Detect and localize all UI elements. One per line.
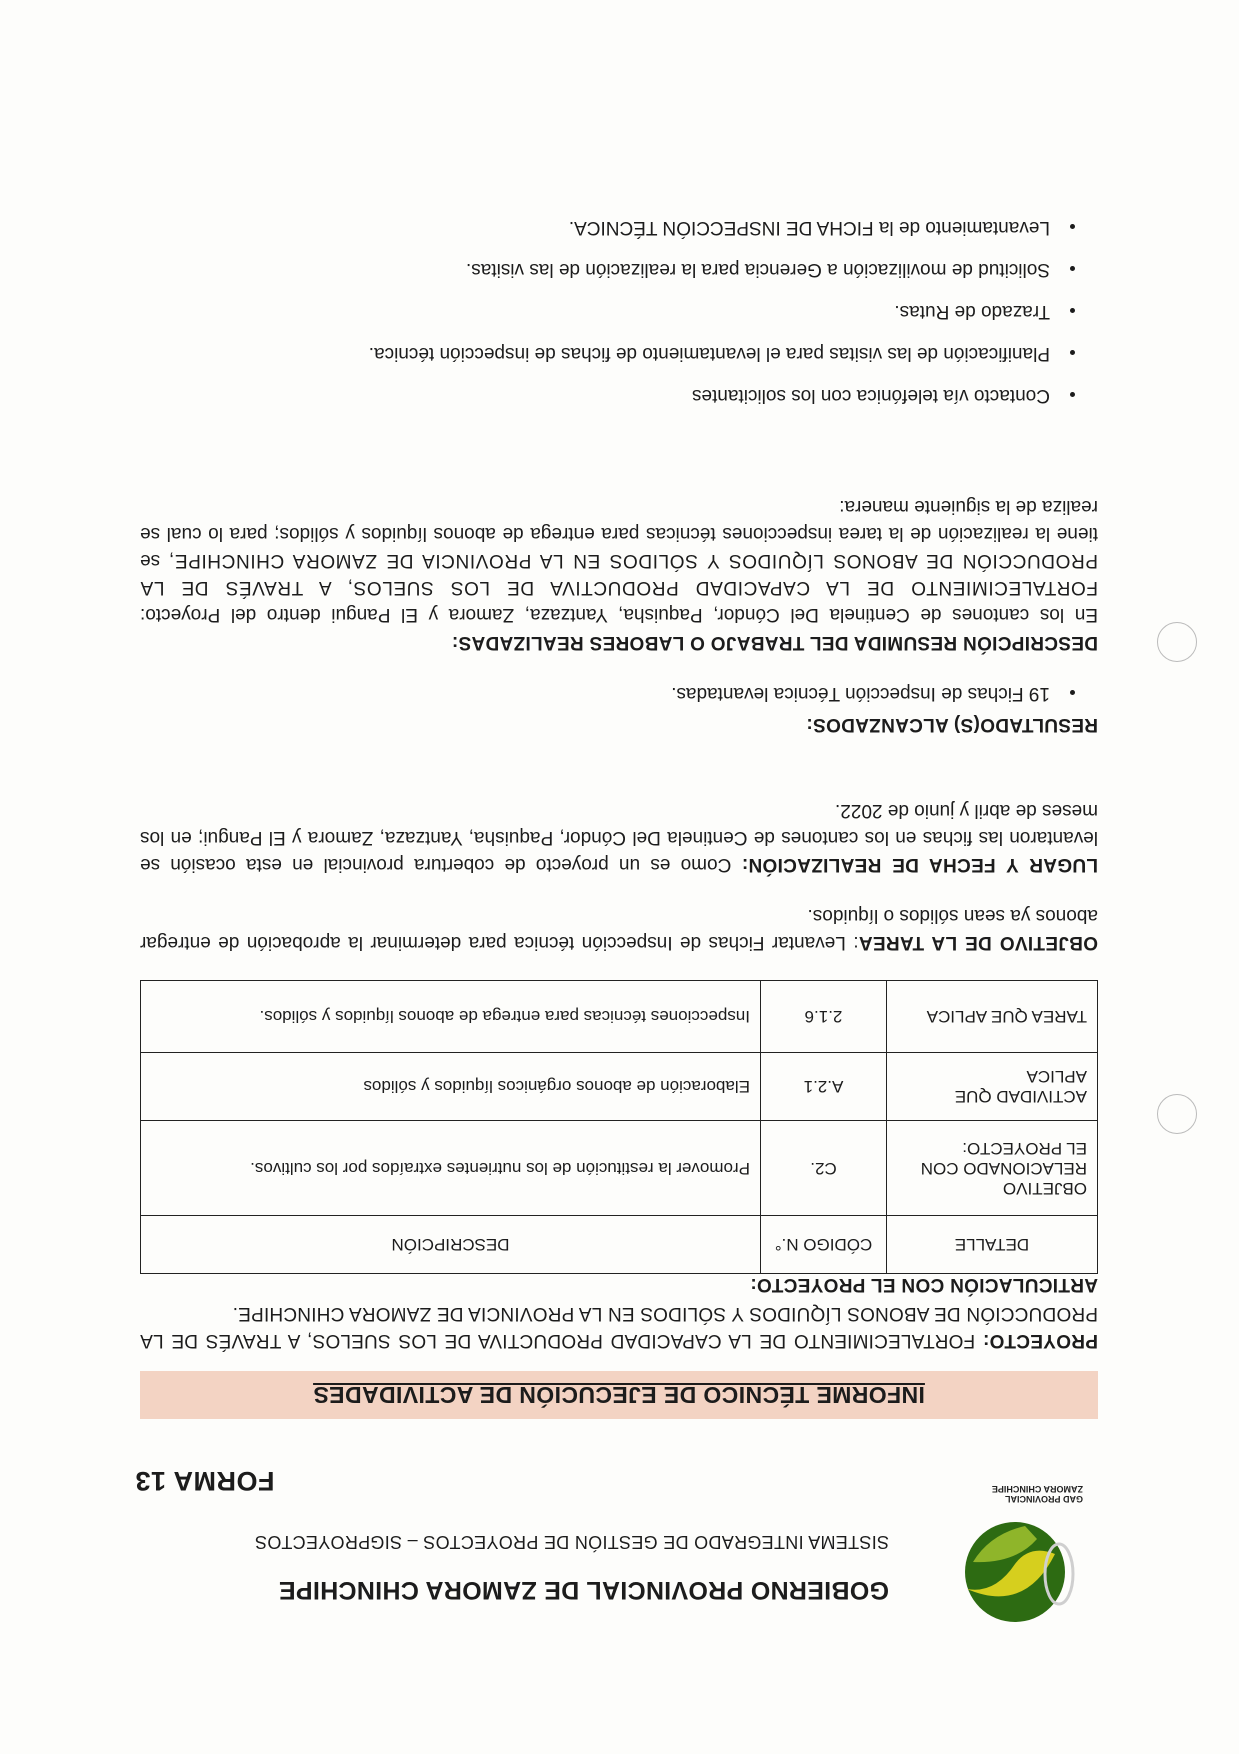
row-code: C2. xyxy=(761,1121,887,1216)
row-description: Inspecciones técnicas para entrega de abonos líquidos y sólidos. xyxy=(141,981,761,1053)
description-body xyxy=(140,493,1098,628)
row-detail: TAREA QUE APLICA xyxy=(887,981,1098,1053)
description-project: FORTALECIMIENTO DE LA CAPACIDAD PRODUCTIVA DE LOS SUELOS, A TRAVÉS DE LA PRODUCCIÓN DE ABONOS LÍQUIDOS Y SÓLIDOS EN LA PROVINCIA DE ZAMORA CHINCHIPE, xyxy=(140,550,1098,598)
description-rest: se tiene la realización de la tarea inspecciones técnicas para entrega de abonos líquidos y sólidos; para lo cual se realiza de la siguiente manera: xyxy=(140,496,1098,571)
row-detail: OBJETIVO RELACIONADO CON EL PROYECTO: xyxy=(887,1121,1098,1216)
report-title: INFORME TÉCNICO DE EJECUCIÓN DE ACTIVIDADES xyxy=(313,1382,925,1408)
row-code: 2.1.6 xyxy=(761,981,887,1053)
organization-name: GOBIERNO PROVINCIAL DE ZAMORA CHINCHIPE xyxy=(278,1576,889,1604)
gad-logo xyxy=(915,1484,1085,1634)
place-date-text: Como es un proyecto de cobertura provincial en esta ocasión se levantaron las fichas en los cantones de Centinela Del Cóndor, Paquisha, Yantzaza, Zamora y El Pangui; en los meses de abril y junio de 2022. xyxy=(139,800,1098,875)
punch-hole xyxy=(1157,1094,1197,1134)
steps-list xyxy=(158,206,1098,416)
header-description: DESCRIPCIÓN xyxy=(141,1216,761,1274)
row-description: Elaboración de abonos orgánicos líquidos y sólidos xyxy=(141,1053,761,1121)
document-header xyxy=(135,1454,1085,1644)
objective-label: OBJETIVO DE LA TAREA xyxy=(858,932,1098,953)
results-label: RESULTADO(S) ALCANZADOS: xyxy=(806,714,1098,735)
svg-text:ZAMORA CHINCHIPE: ZAMORA CHINCHIPE xyxy=(991,1484,1083,1494)
project-label: PROYECTO: xyxy=(982,1330,1098,1351)
place-date-label: LUGAR Y FECHA DE REALIZACIÓN: xyxy=(741,854,1098,875)
list-item: • 19 Fichas de Inspección Técnica levantadas. xyxy=(158,672,1058,714)
header-detail: DETALLE xyxy=(887,1216,1098,1274)
form-number: FORMA 13 xyxy=(135,1466,275,1496)
articulation-label: ARTICULACIÓN CON EL PROYECTO: xyxy=(750,1274,1098,1295)
svg-text:GAD PROVINCIAL: GAD PROVINCIAL xyxy=(1004,1494,1083,1504)
system-name: SISTEMA INTEGRADO DE GESTIÓN DE PROYECTOS – SIGPROYECTOS xyxy=(254,1532,889,1552)
description-label: DESCRIPCIÓN RESUMIDA DEL TRABAJO O LABORES REALIZADAS: xyxy=(451,632,1098,653)
project-section xyxy=(140,1300,1098,1354)
table-row xyxy=(141,1053,1098,1121)
list-item: • Planificación de las visitas para el levantamiento de fichas de inspección técnica. xyxy=(158,332,1058,374)
report-title-banner xyxy=(140,1371,1098,1419)
table-header-row xyxy=(141,1216,1098,1274)
project-text: FORTALECIMIENTO DE LA CAPACIDAD PRODUCTIVA DE LOS SUELOS, A TRAVÉS DE LA PRODUCCIÓN DE ABONOS LÍQUIDOS Y SÓLIDOS EN LA PROVINCIA DE ZAMORA CHINCHIPE. xyxy=(140,1303,1098,1351)
punch-hole xyxy=(1157,622,1197,662)
results-list xyxy=(158,672,1098,714)
list-item: • Solicitud de movilización a Gerencia para la realización de las visitas. xyxy=(158,248,1058,290)
objective-section: OBJETIVO DE LA TAREA: Levantar Fichas de Inspección técnica para determinar la aprobación de entregar abonos ya sean sólidos o líquidos. xyxy=(140,905,1098,953)
description-intro: En los cantones de Centinela Del Cóndor, Paquisha, Yantzaza, Zamora y El Pangui dentro del Proyecto: xyxy=(140,604,1098,625)
objective-text: Levantar Fichas de Inspección técnica para determinar la aprobación de entregar abonos ya sean sólidos o líquidos. xyxy=(140,905,1098,953)
table-row xyxy=(141,1121,1098,1216)
row-detail: ACTIVIDAD QUE APLICA xyxy=(887,1053,1098,1121)
row-description: Promover la restitución de los nutrientes extraídos por los cultivos. xyxy=(141,1121,761,1216)
table-row xyxy=(141,981,1098,1053)
articulation-table xyxy=(140,980,1098,1274)
header-code: CÓDIGO N.° xyxy=(761,1216,887,1274)
row-code: A.2.1 xyxy=(761,1053,887,1121)
list-item: • Levantamiento de la FICHA DE INSPECCIÓN TÉCNICA. xyxy=(158,206,1058,248)
list-item: • Contacto vía telefónica con los solicitantes xyxy=(158,374,1058,416)
list-item: • Trazado de Rutas. xyxy=(158,290,1058,332)
place-date-section xyxy=(140,797,1098,878)
